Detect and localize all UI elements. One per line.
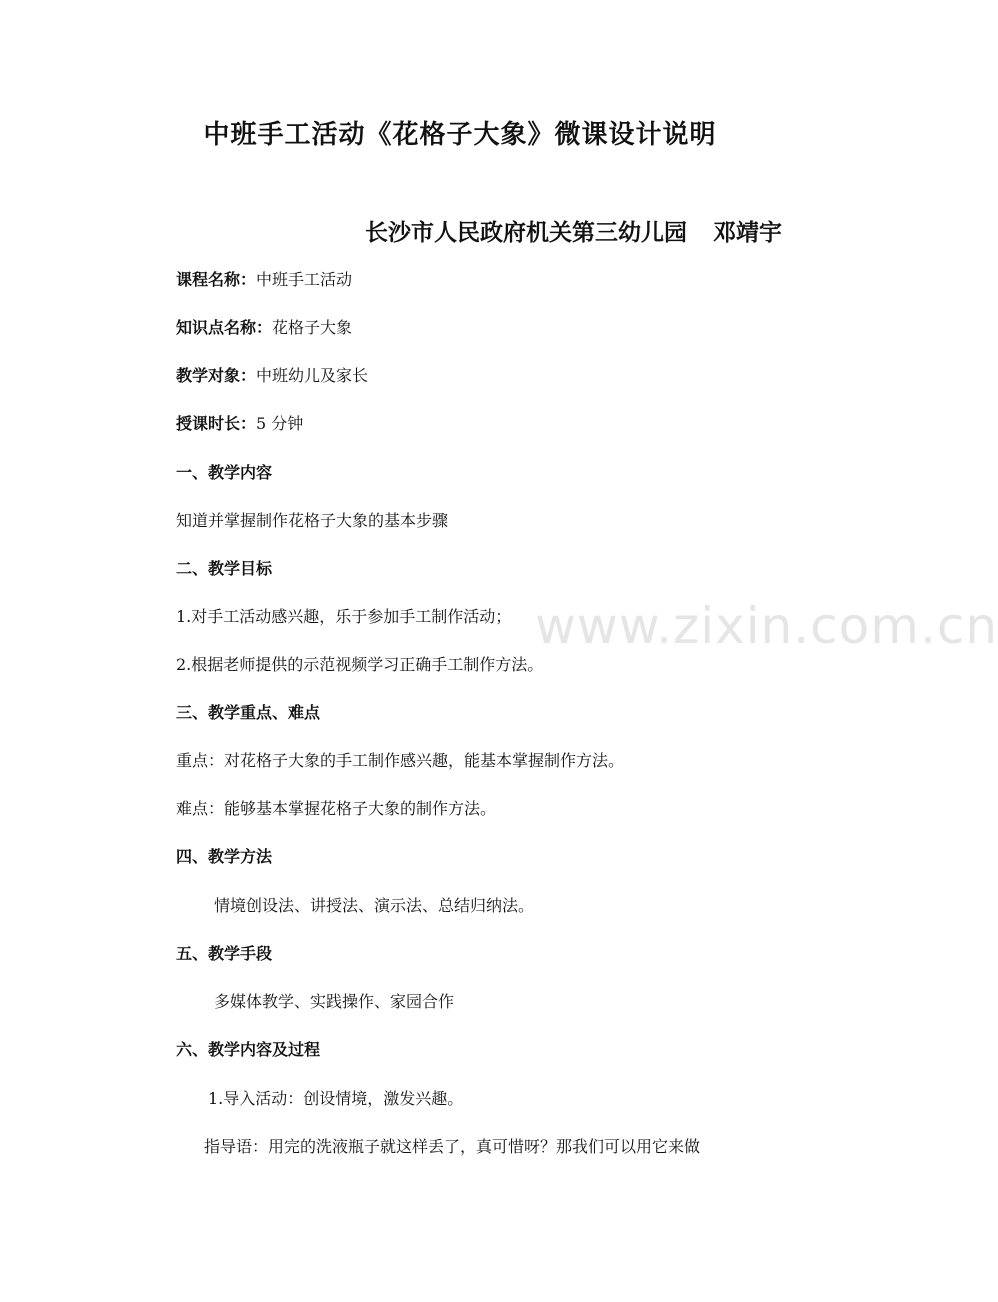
section-heading-means: 五、教学手段 <box>176 944 273 963</box>
field-value: 中班幼儿及家长 <box>256 366 369 385</box>
key-point-text: 重点：对花格子大象的手工制作感兴趣，能基本掌握制作方法。 <box>176 751 625 770</box>
difficult-point-text: 难点：能够基本掌握花格子大象的制作方法。 <box>176 799 497 818</box>
section-heading-content: 一、教学内容 <box>176 463 273 482</box>
field-duration <box>176 413 303 435</box>
section-heading-methods: 四、教学方法 <box>176 847 273 866</box>
field-value: 5 分钟 <box>256 414 304 433</box>
process-guide-text: 指导语：用完的洗液瓶子就这样丢了，真可惜呀？那我们可以用它来做 <box>204 1137 701 1156</box>
section-heading-process: 六、教学内容及过程 <box>176 1040 321 1059</box>
field-knowledge-point <box>176 317 352 339</box>
author-name: 邓靖宇 <box>713 219 782 246</box>
author-line <box>365 214 782 247</box>
goal-item-2: 2.根据老师提供的示范视频学习正确手工制作方法。 <box>176 655 544 674</box>
methods-text: 情境创设法、讲授法、演示法、总结归纳法。 <box>214 896 535 915</box>
field-label: 教学对象： <box>176 366 257 385</box>
field-label: 知识点名称： <box>176 318 273 337</box>
process-step-1: 1.导入活动：创设情境，激发兴趣。 <box>208 1089 464 1108</box>
section-heading-key-points: 三、教学重点、难点 <box>176 703 321 722</box>
section-heading-goals: 二、教学目标 <box>176 559 273 578</box>
field-label: 课程名称： <box>176 270 257 289</box>
means-text: 多媒体教学、实践操作、家园合作 <box>214 992 455 1011</box>
field-value: 中班手工活动 <box>256 270 353 289</box>
document-title: 中班手工活动《花格子大象》微课设计说明 <box>203 120 717 150</box>
field-label: 授课时长： <box>176 414 257 433</box>
section-text-content: 知道并掌握制作花格子大象的基本步骤 <box>176 511 449 530</box>
author-organization: 长沙市人民政府机关第三幼儿园 <box>365 219 687 246</box>
watermark: www.zixin.com.cn <box>535 597 998 655</box>
field-value: 花格子大象 <box>272 318 353 337</box>
field-audience <box>176 365 368 387</box>
goal-item-1: 1.对手工活动感兴趣，乐于参加手工制作活动； <box>176 607 512 626</box>
field-course-name <box>176 269 352 291</box>
